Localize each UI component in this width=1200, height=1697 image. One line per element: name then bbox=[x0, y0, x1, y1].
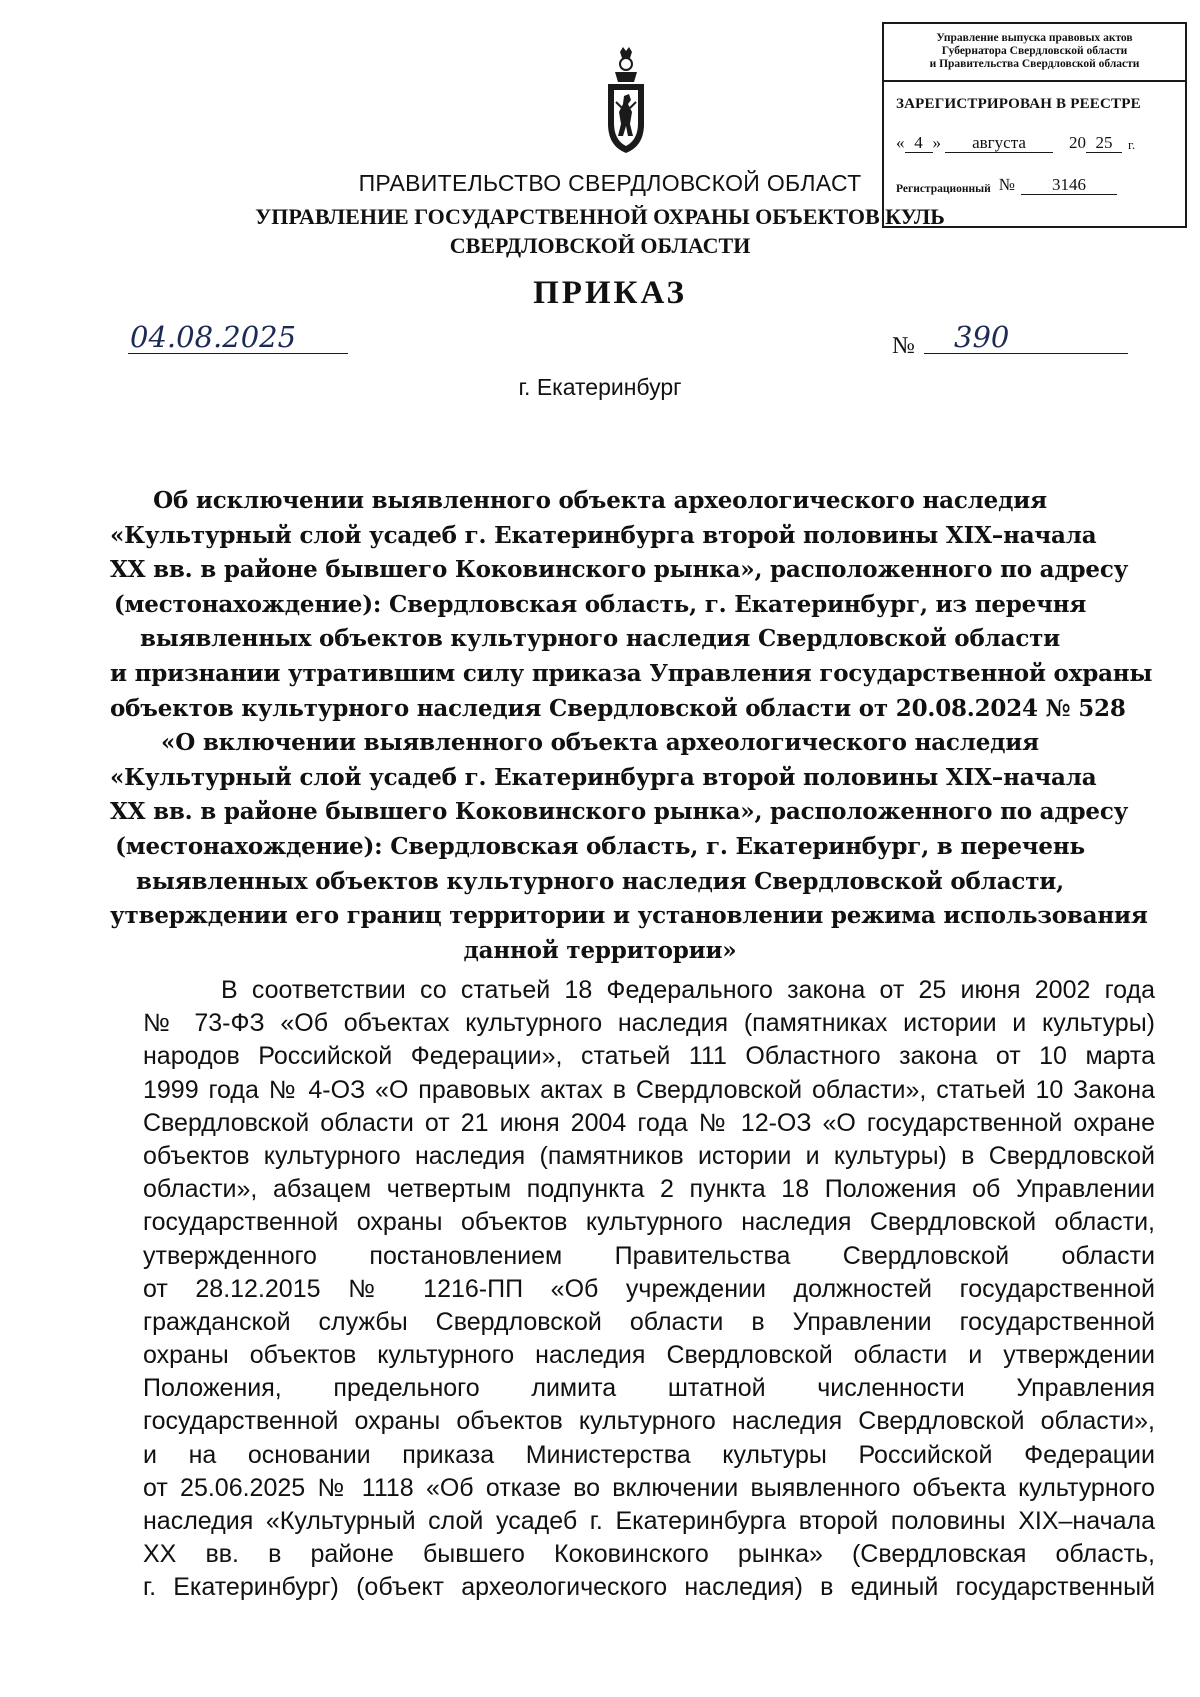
stamp-reg-label: Регистрационный bbox=[896, 183, 991, 195]
title-line: объектов культурного наследия Свердловской области от 20.08.2024 № 528 bbox=[110, 694, 1126, 722]
title-line: XX вв. в районе бывшего Коковинского рынка», расположенного по адресу bbox=[110, 798, 1129, 826]
department-line: СВЕРДЛОВСКОЙ ОБЛАСТИ bbox=[449, 233, 751, 258]
title-line: выявленных объектов культурного наследия Свердловской области, bbox=[136, 867, 1064, 895]
registration-stamp bbox=[882, 22, 1187, 228]
title-line: (местонахождение): Свердловская область, г. Екатеринбург, в перечень bbox=[115, 832, 1085, 860]
body-line: гражданской службы Свердловской области в Управлении государственной bbox=[143, 1307, 1155, 1336]
document-date: 04.08.2025 bbox=[128, 320, 348, 354]
body-line: Свердловской области от 21 июня 2004 года № 12-ОЗ «О государственной охране bbox=[143, 1108, 1155, 1137]
stamp-close-quote: » bbox=[932, 133, 941, 152]
document-title bbox=[110, 484, 1153, 968]
body-line: объектов культурного наследия (памятников истории и культуры) в Свердловской bbox=[143, 1141, 1155, 1170]
stamp-header-line: Губернатора Свердловской области bbox=[941, 45, 1128, 57]
body-line: утвержденного постановлением Правительства Свердловской области bbox=[143, 1241, 1155, 1270]
body-line: 1999 года № 4-ОЗ «О правовых актах в Свердловской области», статьей 10 Закона bbox=[143, 1075, 1155, 1104]
document-type: ПРИКАЗ bbox=[533, 275, 687, 311]
department-name bbox=[100, 202, 1100, 260]
title-line: Об исключении выявленного объекта археологического наследия bbox=[153, 487, 1047, 514]
stamp-reg-number: 3146 bbox=[1021, 176, 1117, 195]
title-line: «Культурный слой усадеб г. Екатеринбурга второй половины XIX–начала bbox=[110, 763, 1097, 791]
stamp-registered-label: ЗАРЕГИСТРИРОВАН В РЕЕСТРЕ bbox=[896, 96, 1141, 112]
title-line: XX вв. в районе бывшего Коковинского рынка», расположенного по адресу bbox=[110, 556, 1129, 584]
body-paragraph bbox=[143, 974, 1155, 1605]
title-line: утверждении его границ территории и установлении режима использования bbox=[110, 902, 1148, 930]
stamp-open-quote: « bbox=[896, 133, 905, 152]
body-line: г. Екатеринбург) (объект археологического наследия) в единый государственный bbox=[143, 1573, 1155, 1602]
body-line: области», абзацем четвертым подпункта 2 пункта 18 Положения об Управлении bbox=[143, 1175, 1155, 1204]
stamp-day: 4 bbox=[905, 134, 933, 153]
body-line: Положения, предельного лимита штатной численности Управления bbox=[143, 1374, 1155, 1403]
government-name: ПРАВИТЕЛЬСТВО СВЕРДЛОВСКОЙ ОБЛАСТ bbox=[358, 170, 862, 196]
body-line: XX вв. в районе бывшего Коковинского рынка» (Свердловская область, bbox=[143, 1540, 1155, 1569]
document-number: 390 bbox=[924, 320, 1128, 354]
document-number-label: № bbox=[892, 333, 915, 359]
coat-of-arms-emblem bbox=[603, 46, 649, 156]
stamp-reg-no-sign: № bbox=[998, 175, 1015, 194]
coat-of-arms-icon bbox=[603, 46, 649, 156]
stamp-year-prefix: 20 bbox=[1069, 133, 1086, 152]
body-line: В соответствии со статьей 18 Федерального закона от 25 июня 2002 года bbox=[221, 976, 1155, 1004]
stamp-month: августа bbox=[945, 134, 1053, 153]
department-line: УПРАВЛЕНИЕ ГОСУДАРСТВЕННОЙ ОХРАНЫ ОБЪЕКТОВ КУЛЬ bbox=[255, 204, 945, 229]
body-line: от 25.06.2025 № 1118 «Об отказе во включении выявленного объекта культурного bbox=[143, 1473, 1155, 1502]
body-line: и на основании приказа Министерства культуры Российской Федерации bbox=[143, 1440, 1155, 1469]
body-line: государственной охраны объектов культурного наследия Свердловской области, bbox=[143, 1208, 1155, 1237]
stamp-header-line: Управление выпуска правовых актов bbox=[936, 32, 1133, 44]
title-line: выявленных объектов культурного наследия Свердловской области bbox=[139, 625, 1061, 653]
stamp-year-suffix: 25 bbox=[1086, 134, 1122, 153]
title-line: и признании утратившим силу приказа Управления государственной охраны bbox=[110, 659, 1153, 687]
title-line: «О включении выявленного объекта археологического наследия bbox=[161, 729, 1039, 757]
title-line: (местонахождение): Свердловская область, г. Екатеринбург, из перечня bbox=[113, 590, 1087, 618]
body-line: охраны объектов культурного наследия Свердловской области и утверждении bbox=[143, 1341, 1155, 1370]
title-line: данной территории» bbox=[463, 936, 737, 964]
stamp-date bbox=[896, 133, 1185, 153]
body-line: народов Российской Федерации», статьей 111 Областного закона от 10 марта bbox=[143, 1042, 1155, 1071]
body-line: № 73-ФЗ «Об объектах культурного наследия (памятниках истории и культуры) bbox=[143, 1009, 1155, 1038]
stamp-header-line: и Правительства Свердловской области bbox=[929, 58, 1140, 70]
body-line: государственной охраны объектов культурного наследия Свердловской области», bbox=[143, 1407, 1155, 1436]
city: г. Екатеринбург bbox=[518, 374, 682, 400]
body-line: от 28.12.2015 № 1216-ПП «Об учреждении должностей государственной bbox=[143, 1274, 1155, 1303]
body-line: наследия «Культурный слой усадеб г. Екатеринбурга второй половины XIX–начала bbox=[143, 1507, 1155, 1535]
title-line: «Культурный слой усадеб г. Екатеринбурга второй половины XIX–начала bbox=[110, 521, 1097, 549]
stamp-header bbox=[884, 24, 1185, 82]
stamp-year-abbr: г. bbox=[1128, 137, 1136, 152]
